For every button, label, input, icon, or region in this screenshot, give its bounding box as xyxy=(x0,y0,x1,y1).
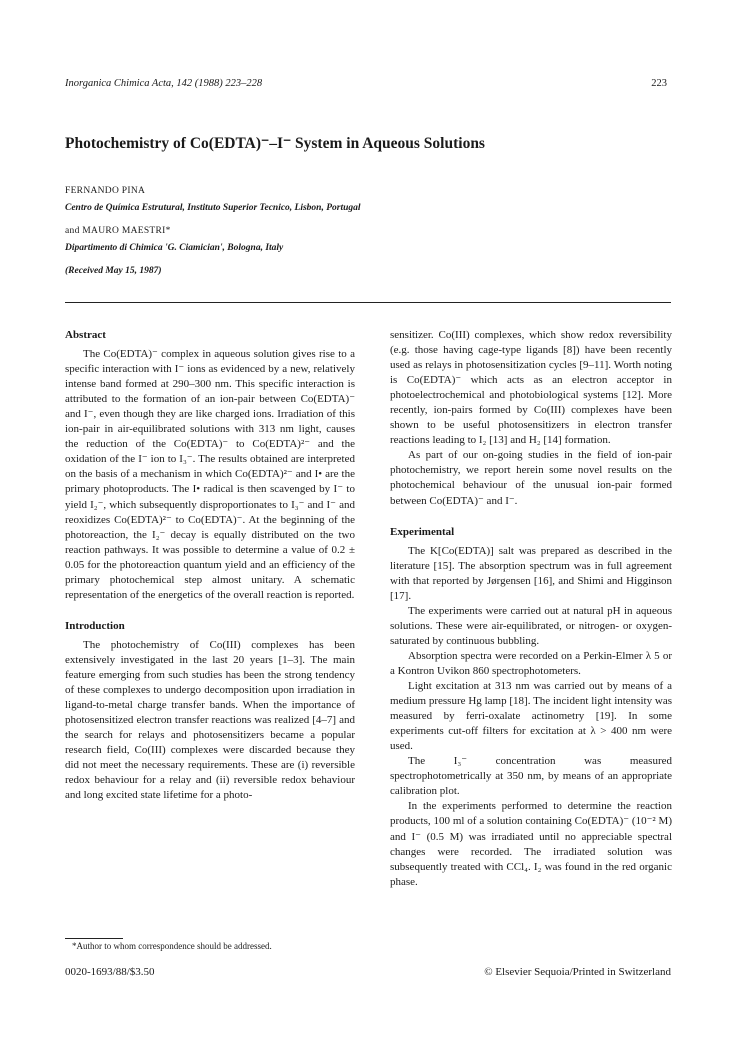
author-name-1: FERNANDO PINA xyxy=(65,186,146,196)
author-affiliation-2: Dipartimento di Chimica 'G. Ciamician', Bologna, Italy xyxy=(65,243,284,253)
introduction-paragraph-2: As part of our on-going studies in the field of ion-pair photochemistry, we report herein some novel results on the photochemical behaviour of the unusual ion-pair formed between Co(EDTA)⁻ and I⁻. xyxy=(390,449,672,507)
experimental-paragraph-5: The I₃⁻ concentration was measured spectrophotometrically at 350 nm, by means of an appropriate calibration plot. xyxy=(390,755,672,798)
right-column xyxy=(390,328,672,890)
experimental-paragraph-6: In the experiments performed to determine the reaction products, 100 ml of a solution containing Co(EDTA)⁻ (10⁻² M) and I⁻ (0.5 M) was irradiated until no appreciable spectral changes were recorded. The irradiated solution was subsequently treated with CCl₄. I₂ was found in the red organic phase. xyxy=(390,800,672,888)
page-number: 223 xyxy=(651,78,667,89)
experimental-paragraph-3: Absorption spectra were recorded on a Perkin-Elmer λ 5 or a Kontron Uvikon 860 spectrophotometers. xyxy=(390,649,672,677)
issn-price-code: 0020-1693/88/$3.50 xyxy=(65,966,155,978)
journal-citation: Inorganica Chimica Acta, 142 (1988) 223–228 xyxy=(65,78,263,89)
experimental-heading: Experimental xyxy=(390,525,455,538)
author-block xyxy=(65,183,625,280)
article-title: Photochemistry of Co(EDTA)⁻–I⁻ System in Aqueous Solutions xyxy=(65,135,485,152)
header-divider xyxy=(65,302,671,303)
experimental-paragraph-2: The experiments were carried out at natural pH in aqueous solutions. These were air-equilibrated, or nitrogen- or oxygen-saturated by continuous bubbling. xyxy=(390,604,672,647)
abstract-heading: Abstract xyxy=(65,329,106,341)
introduction-text: The photochemistry of Co(III) complexes has been extensively investigated in the last 20 years [1–3]. The main feature emerging from such studies has been the strong tendency of these complexes to undergo decomposition upon irradiation in ligand-to-metal charge transfer bands. When the importance of photosensitized electron transfer reactions was realized [4–7] and the search for relays and photosensitizers became a popular research field, Co(III) complexes were discarded because they did not meet the necessary requirements. These are (i) reversible redox behaviour for a relay and (ii) reversible redox behaviour and long excited state lifetime for a photo- xyxy=(65,638,355,802)
introduction-continued: sensitizer. Co(III) complexes, which show redox reversibility (e.g. those having cage-type ligands [8]) have been recently used as relays in photosensitization cycles [9–11]. Worth noting is Co(EDTA)⁻ which acts as an electron acceptor in photoelectrochemical and photobiological systems [12]. More recently, ion-pairs formed by Co(III) complexes have been shown to be useful photosensitizers in electron transfer reactions leading to I₂ [13] and H₂ [14] formation. xyxy=(390,329,672,447)
running-head xyxy=(65,78,667,89)
received-date: (Received May 15, 1987) xyxy=(65,266,162,276)
introduction-heading: Introduction xyxy=(65,619,125,632)
publisher-notice: © Elsevier Sequoia/Printed in Switzerland xyxy=(484,966,671,978)
experimental-paragraph-1: The K[Co(EDTA)] salt was prepared as described in the literature [15]. The absorption spectrum was in full agreement with that reported by Jørgensen [16], and Shimi and Higginson [17]. xyxy=(390,544,672,602)
experimental-paragraph-4: Light excitation at 313 nm was carried out by means of a medium pressure Hg lamp [18]. The incident light intensity was measured by ferri-oxalate actinometry [19]. In some experiments cut-off filters for excitation at λ > 400 nm were used. xyxy=(390,680,672,753)
abstract-text: The Co(EDTA)⁻ complex in aqueous solution gives rise to a specific interaction with I⁻ ions as evidenced by a new, relatively intense band formed at 290–300 nm. This specific interaction is attributed to the formation of an ion-pair between Co(EDTA)⁻ and I⁻, even though they are like charged ions. Irradiation of this ion-pair in air-equilibrated solutions with 313 nm light, causes the reduction of the Co(EDTA)⁻ to Co(EDTA)²⁻ and the oxidation of the I⁻ ion to I₃⁻. The results obtained are interpreted on the basis of a mechanism in which Co(EDTA)²⁻ and I• are the primary photoproducts. The I• radical is then scavenged by I⁻ to yield I₂⁻, which subsequently disproportionates to I₃⁻ and I⁻ and reoxidizes Co(EDTA)²⁻ to Co(EDTA)⁻. At the beginning of the photoreaction, the I₂⁻ decay is equally distributed on the two reaction pathways. It was possible to determine a value of 0.2 ± 0.05 for the photoreaction quantum yield and an efficiency of the primary photochemical step almost unitary. A schematic representation of the energetics of the overall reaction is reported. xyxy=(65,348,355,601)
correspondence-footnote: *Author to whom correspondence should be addressed. xyxy=(72,941,272,951)
author-affiliation-1: Centro de Química Estrutural, Instituto Superior Tecnico, Lisbon, Portugal xyxy=(65,203,361,213)
author-name-2: and MAURO MAESTRI* xyxy=(65,226,171,236)
left-column xyxy=(65,328,355,803)
footnote-divider xyxy=(65,938,123,939)
